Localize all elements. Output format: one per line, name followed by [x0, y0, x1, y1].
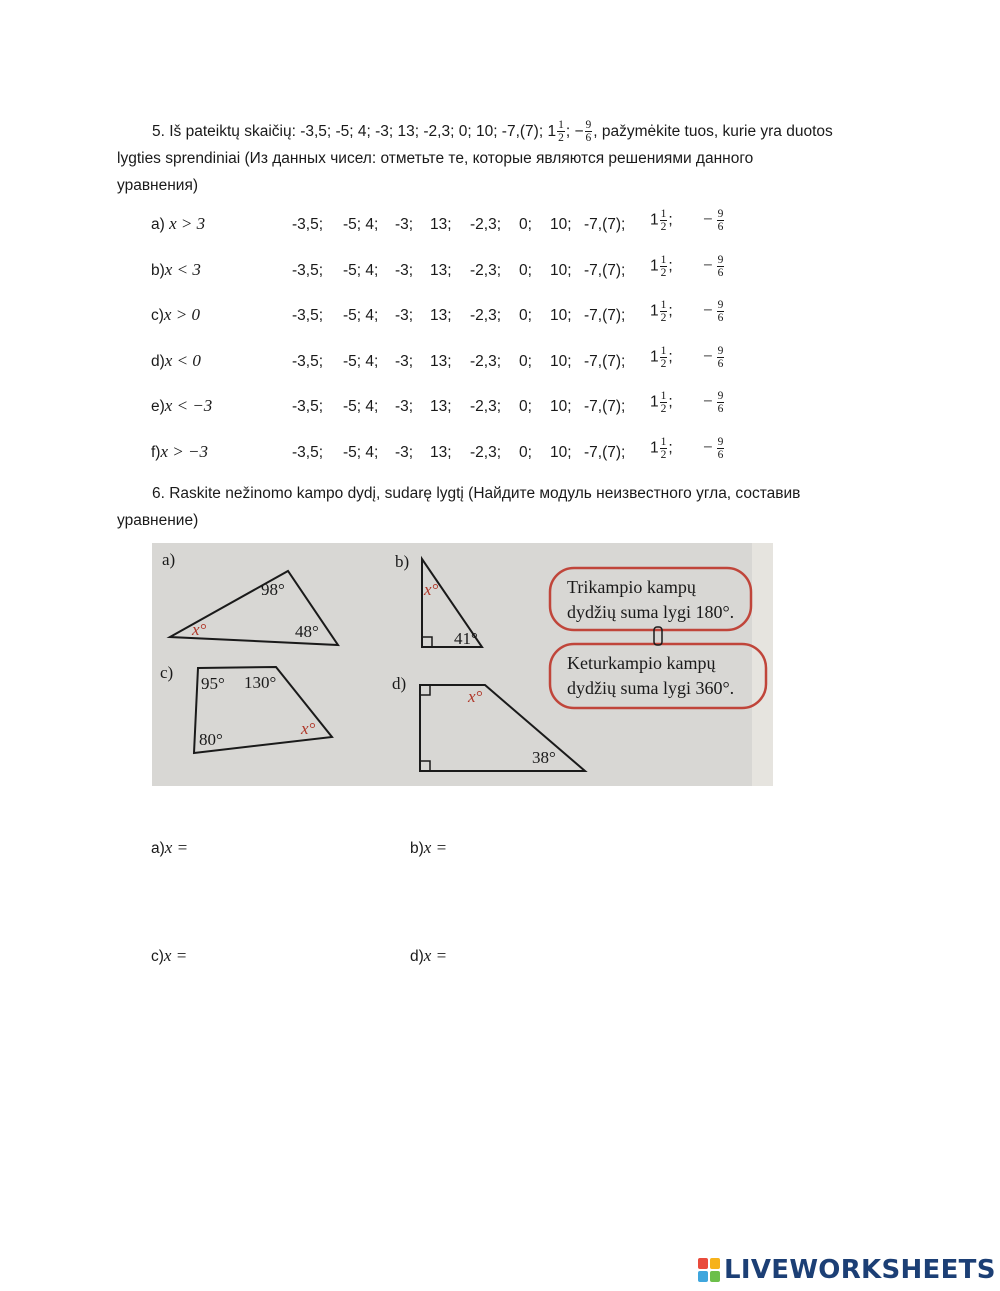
liveworksheets-logo-text: LIVEWORKSHEETS	[724, 1255, 996, 1285]
number-option[interactable]: -3,5;	[292, 443, 324, 461]
mixed-number-option[interactable]: 1 $\frac{1}{2}$ ;	[650, 208, 673, 233]
answer-c[interactable]: c)x =	[151, 946, 342, 968]
geometry-figure	[152, 543, 773, 786]
task5-row-label: d)x < 0	[151, 350, 201, 370]
number-option[interactable]: 13;	[430, 443, 452, 461]
angle-d-x: x°	[468, 687, 483, 706]
note-triangle-line1: Trikampio kampų	[567, 577, 696, 597]
mixed-number-option[interactable]: 1 $\frac{1}{2}$ ;	[650, 253, 673, 279]
number-option[interactable]: -2,3;	[470, 398, 502, 415]
number-option[interactable]: 0;	[519, 261, 532, 279]
task5-row-label: e)x < −3	[151, 396, 213, 415]
number-option[interactable]: 0;	[519, 352, 532, 370]
number-option[interactable]: -3;	[395, 216, 414, 233]
mixed-number-option[interactable]: 1 $\frac{1}{2}$ ;	[650, 344, 673, 370]
number-option[interactable]: -2,3;	[470, 216, 502, 233]
fraction-nine-sixths: $\frac{9}{6}$	[585, 119, 592, 145]
number-option[interactable]: 10;	[550, 398, 572, 415]
liveworksheets-logo-icon	[698, 1258, 720, 1282]
mixed-number-option[interactable]: 1 $\frac{1}{2}$ ;	[650, 435, 673, 461]
angle-c-tr: 130°	[244, 673, 277, 692]
fraction-option[interactable]: − $\frac{9}{6}$	[703, 435, 724, 461]
number-option[interactable]: 13;	[430, 216, 452, 233]
number-option[interactable]: -2,3;	[470, 307, 502, 324]
mixed-number-option[interactable]: 1 $\frac{1}{2}$ ;	[650, 299, 673, 324]
answer-c-input[interactable]	[192, 946, 342, 968]
number-option[interactable]: -7,(7);	[584, 352, 626, 370]
task5-line2: lygties sprendiniai (Из данных чисел: отметьте те, которые являются решениями данного	[117, 150, 754, 167]
number-option[interactable]: 0;	[519, 443, 532, 461]
note-quad-line2: dydžių suma lygi 360°.	[567, 678, 735, 698]
angle-a-top: 98°	[261, 580, 285, 599]
task5-line3: уравнения)	[117, 177, 199, 194]
fig-label-c: c)	[160, 663, 174, 682]
number-option[interactable]: 0;	[519, 216, 532, 233]
liveworksheets-logo	[698, 1255, 996, 1285]
task5-number: 5.	[152, 123, 165, 140]
angle-b-bottom: 41°	[454, 629, 478, 648]
number-option[interactable]: -3;	[395, 307, 414, 324]
number-option[interactable]: 10;	[550, 307, 572, 324]
answer-d-input[interactable]	[451, 946, 601, 968]
fraction-option[interactable]: − $\frac{9}{6}$	[703, 390, 724, 415]
number-option[interactable]: 13;	[430, 352, 452, 370]
number-option[interactable]: 13;	[430, 307, 452, 324]
fraction-half: $\frac{1}{2}$	[558, 119, 564, 145]
number-option[interactable]: -3;	[395, 398, 414, 415]
fig-label-d: d)	[392, 674, 407, 693]
angle-b-x: x°	[424, 580, 439, 599]
number-option[interactable]: -5; 4;	[343, 398, 379, 415]
number-option[interactable]: -7,(7);	[584, 307, 626, 324]
number-option[interactable]: 0;	[519, 307, 532, 324]
number-option[interactable]: 10;	[550, 216, 572, 233]
fraction-option[interactable]: − $\frac{9}{6}$	[703, 299, 724, 324]
task5-row-label: a) x > 3	[151, 214, 206, 233]
number-option[interactable]: -3;	[395, 352, 414, 370]
number-option[interactable]: -5; 4;	[343, 352, 379, 370]
number-option[interactable]: 13;	[430, 398, 452, 415]
angle-c-x: x°	[301, 719, 316, 738]
angle-c-tl: 95°	[201, 674, 225, 693]
number-option[interactable]: -3,5;	[292, 261, 324, 279]
number-option[interactable]: -3,5;	[292, 398, 324, 415]
number-option[interactable]: -5; 4;	[343, 307, 379, 324]
number-option[interactable]: -3;	[395, 261, 414, 279]
number-option[interactable]: 10;	[550, 352, 572, 370]
fig-label-b: b)	[395, 552, 410, 571]
answer-a-input[interactable]	[192, 838, 342, 860]
task5-intro-text: Iš pateiktų skaičių: -3,5; -5; 4; -3; 13; -2,3; 0; 10; -7,(7); 1	[169, 123, 557, 140]
task5-row-label: c)x > 0	[151, 305, 200, 324]
answer-a[interactable]: a)x =	[151, 838, 342, 860]
angle-a-right: 48°	[295, 622, 319, 641]
angle-c-bl: 80°	[199, 730, 223, 749]
number-option[interactable]: -5; 4;	[343, 261, 379, 279]
task5-intro: 5. Iš pateiktų skaičių: -3,5; -5; 4; -3; 13; -2,3; 0; 10; -7,(7); 1 $\frac{1}{2}$ ; − $\frac{9}{6}$ , pažymėkite tuos, kurie yra duotos lygties sprendiniai (Из данных чисел: отметьте те, которые являются решениями данного уравнения)	[117, 119, 833, 194]
note-triangle-line2: dydžių suma lygi 180°.	[567, 602, 735, 622]
task6-intro	[117, 480, 887, 534]
fig-label-a: a)	[162, 550, 176, 569]
task5-row-label: f)x > −3	[151, 441, 208, 461]
angle-d-br: 38°	[532, 748, 556, 767]
number-option[interactable]: 0;	[519, 398, 532, 415]
number-option[interactable]: -3,5;	[292, 307, 324, 324]
note-quad-line1: Keturkampio kampų	[567, 653, 716, 673]
number-option[interactable]: -2,3;	[470, 352, 502, 370]
number-option[interactable]: -7,(7);	[584, 216, 626, 233]
fraction-option[interactable]: − $\frac{9}{6}$	[703, 208, 724, 233]
number-option[interactable]: 10;	[550, 261, 572, 279]
mixed-number-option[interactable]: 1 $\frac{1}{2}$ ;	[650, 390, 673, 415]
number-option[interactable]: -2,3;	[470, 261, 502, 279]
number-option[interactable]: -3;	[395, 443, 414, 461]
answer-b-input[interactable]	[451, 838, 601, 860]
answer-b[interactable]: b)x =	[410, 838, 601, 860]
number-option[interactable]: 10;	[550, 443, 572, 461]
angle-a-x: x°	[192, 620, 207, 639]
number-option[interactable]: -3,5;	[292, 352, 324, 370]
fraction-option[interactable]: − $\frac{9}{6}$	[703, 344, 724, 370]
number-option[interactable]: -7,(7);	[584, 443, 626, 461]
geometry-figure-photo	[152, 543, 773, 786]
task5-row-label: b)x < 3	[151, 259, 201, 279]
number-option[interactable]: -3,5;	[292, 216, 324, 233]
number-option[interactable]: -7,(7);	[584, 398, 626, 415]
answer-d[interactable]: d)x =	[410, 946, 601, 968]
fraction-option[interactable]: − $\frac{9}{6}$	[703, 253, 724, 279]
number-option[interactable]: 13;	[430, 261, 452, 279]
number-option[interactable]: -7,(7);	[584, 261, 626, 279]
task6-line2: уравнение)	[117, 512, 199, 529]
number-option[interactable]: -5; 4;	[343, 443, 379, 461]
number-option[interactable]: -2,3;	[470, 443, 502, 461]
task6-line1: 6. Raskite nežinomo kampo dydį, sudarę lygtį (Найдите модуль неизвестного угла, составив	[152, 485, 801, 502]
number-option[interactable]: -5; 4;	[343, 216, 379, 233]
